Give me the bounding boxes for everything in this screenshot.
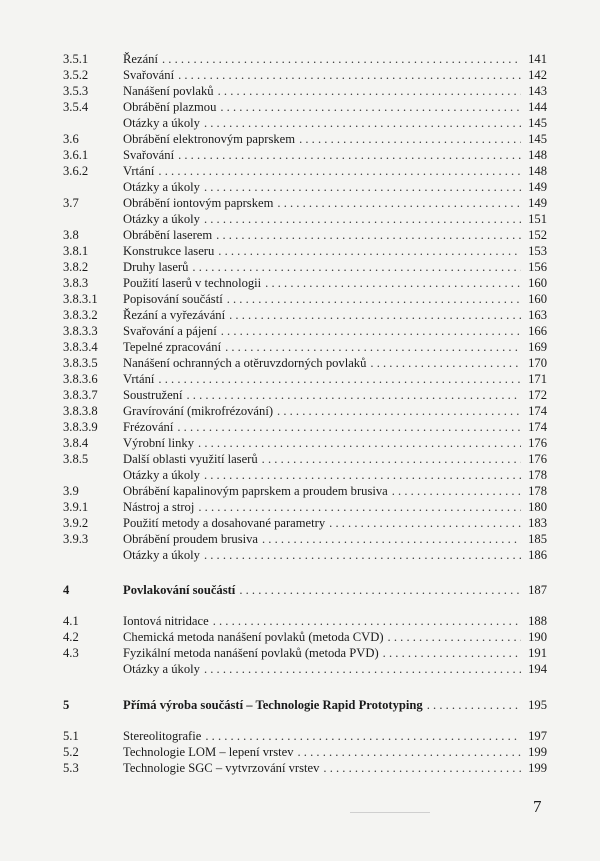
dot-leader — [329, 515, 521, 531]
toc-entry-number: 4.3 — [63, 646, 79, 660]
toc-entry-page: 142 — [528, 68, 547, 82]
dot-leader — [265, 275, 521, 291]
toc-entry — [63, 227, 547, 243]
dot-leader — [220, 99, 521, 115]
toc-entry-page: 190 — [528, 630, 547, 644]
dot-leader — [192, 259, 521, 275]
toc-entry-title: Tepelné zpracování — [123, 340, 222, 354]
toc-entry-number: 3.9.2 — [63, 516, 89, 530]
toc-entry-number: 5.3 — [63, 761, 79, 775]
toc-entry-page: 148 — [528, 148, 547, 162]
dot-leader — [216, 227, 521, 243]
toc-entry-page: 199 — [528, 745, 547, 759]
toc-entry-page: 178 — [528, 484, 547, 498]
toc-entry-number: 3.8.3.2 — [63, 308, 98, 322]
toc-entry-title: Obrábění proudem brusiva — [123, 532, 258, 546]
dot-leader — [323, 760, 521, 776]
toc-entry-title: Řezání a vyřezávání — [123, 308, 226, 322]
toc-entry-number: 3.7 — [63, 196, 79, 210]
toc-entry-number: 3.5.3 — [63, 84, 89, 98]
toc-entry-title: Řezání — [123, 52, 158, 66]
toc-entry-number: 3.8.5 — [63, 452, 89, 466]
toc-chapter-entry — [63, 582, 547, 598]
toc-entry — [63, 531, 547, 547]
toc-entry-number: 5 — [63, 698, 70, 712]
dot-leader — [218, 83, 521, 99]
dot-leader — [218, 243, 521, 259]
toc-entry — [63, 645, 547, 661]
dot-leader — [205, 728, 521, 744]
toc-entry-page: 171 — [528, 372, 547, 386]
dot-leader — [229, 307, 521, 323]
toc-entry-page: 178 — [528, 468, 547, 482]
dot-leader — [204, 211, 521, 227]
toc-entry — [63, 499, 547, 515]
toc-entry-title: Druhy laserů — [123, 260, 189, 274]
toc-entry-title: Povlakování součástí — [123, 583, 236, 597]
toc-entry-title: Obrábění plazmou — [123, 100, 217, 114]
toc-entry-page: 176 — [528, 436, 547, 450]
toc-entry-page: 160 — [528, 276, 547, 290]
toc-entry-title: Svařování a pájení — [123, 324, 217, 338]
dot-leader — [177, 419, 521, 435]
toc-entry-title: Iontová nitridace — [123, 614, 209, 628]
toc-entry-title: Technologie SGC – vytvrzování vrstev — [123, 761, 320, 775]
toc-entry-title: Otázky a úkoly — [123, 548, 200, 562]
toc-entry — [63, 67, 547, 83]
toc-entry-page: 186 — [528, 548, 547, 562]
scan-artifact-line — [350, 812, 430, 813]
toc-entry-number: 3.9 — [63, 484, 79, 498]
toc-entry-number: 4.2 — [63, 630, 79, 644]
toc-entry-number: 3.8.3 — [63, 276, 89, 290]
toc-entry — [63, 467, 547, 483]
toc-entry-page: 199 — [528, 761, 547, 775]
toc-entry-title: Fyzikální metoda nanášení povlaků (metoda PVD) — [123, 646, 379, 660]
toc-entry-number: 3.8.2 — [63, 260, 89, 274]
toc-entry — [63, 403, 547, 419]
toc-entry-title: Stereolitografie — [123, 729, 202, 743]
toc-entry-title: Otázky a úkoly — [123, 212, 200, 226]
toc-entry-page: 195 — [528, 698, 547, 712]
toc-entry — [63, 760, 547, 776]
dot-leader — [204, 467, 521, 483]
toc-entry-title: Výrobní linky — [123, 436, 195, 450]
toc-entry-number: 5.1 — [63, 729, 79, 743]
toc-entry-page: 176 — [528, 452, 547, 466]
toc-entry-number: 3.5.4 — [63, 100, 89, 114]
toc-entry — [63, 547, 547, 563]
toc-entry — [63, 387, 547, 403]
toc-entry-title: Gravírování (mikrofrézování) — [123, 404, 274, 418]
dot-leader — [158, 163, 521, 179]
toc-entry — [63, 728, 547, 744]
toc-entry-number: 3.6.1 — [63, 148, 89, 162]
toc-entry-number: 3.9.3 — [63, 532, 89, 546]
dot-leader — [388, 629, 521, 645]
toc-entry-title: Otázky a úkoly — [123, 662, 200, 676]
toc-entry-number: 3.9.1 — [63, 500, 89, 514]
toc-entry-number: 3.8.3.8 — [63, 404, 98, 418]
toc-entry — [63, 371, 547, 387]
toc-entry — [63, 355, 547, 371]
toc-entry — [63, 613, 547, 629]
dot-leader — [178, 67, 521, 83]
dot-leader — [370, 355, 521, 371]
dot-leader — [298, 744, 522, 760]
toc-entry-title: Svařování — [123, 148, 175, 162]
dot-leader — [204, 179, 521, 195]
toc-entry-title: Konstrukce laseru — [123, 244, 215, 258]
toc-entry-title: Nanášení povlaků — [123, 84, 214, 98]
toc-entry-page: 144 — [528, 100, 547, 114]
dot-leader — [204, 661, 521, 677]
dot-leader — [225, 339, 521, 355]
toc-entry — [63, 323, 547, 339]
toc-entry-page: 141 — [528, 52, 547, 66]
dot-leader — [383, 645, 521, 661]
dot-leader — [299, 131, 521, 147]
toc-entry-title: Otázky a úkoly — [123, 180, 200, 194]
toc-entry-title: Frézování — [123, 420, 174, 434]
toc-entry-number: 3.5.1 — [63, 52, 89, 66]
dot-leader — [239, 582, 521, 598]
toc-entry-page: 166 — [528, 324, 547, 338]
dot-leader — [198, 435, 521, 451]
toc-entry-page: 194 — [528, 662, 547, 676]
toc-entry-number: 4.1 — [63, 614, 79, 628]
toc-entry-page: 174 — [528, 420, 547, 434]
toc-entry-page: 152 — [528, 228, 547, 242]
dot-leader — [221, 323, 521, 339]
dot-leader — [227, 291, 521, 307]
toc-entry-number: 3.8.3.7 — [63, 388, 98, 402]
toc-entry — [63, 291, 547, 307]
toc-entry-title: Otázky a úkoly — [123, 116, 200, 130]
dot-leader — [158, 371, 521, 387]
toc-entry — [63, 435, 547, 451]
toc-entry-title: Obrábění kapalinovým paprskem a proudem brusiva — [123, 484, 388, 498]
toc-entry-number: 3.5.2 — [63, 68, 89, 82]
dot-leader — [198, 499, 521, 515]
toc-entry-page: 169 — [528, 340, 547, 354]
toc-entry — [63, 515, 547, 531]
toc-entry-page: 191 — [528, 646, 547, 660]
toc-entry — [63, 661, 547, 677]
toc-entry-title: Obrábění iontovým paprskem — [123, 196, 274, 210]
toc-entry-page: 153 — [528, 244, 547, 258]
toc-entry — [63, 419, 547, 435]
toc-entry-number: 3.8.4 — [63, 436, 89, 450]
dot-leader — [204, 547, 521, 563]
toc-entry-page: 145 — [528, 132, 547, 146]
toc-entry-page: 174 — [528, 404, 547, 418]
toc-entry-page: 143 — [528, 84, 547, 98]
toc-entry-page: 188 — [528, 614, 547, 628]
toc-entry-number: 3.6 — [63, 132, 79, 146]
toc-entry-number: 3.6.2 — [63, 164, 89, 178]
toc-entry-title: Technologie LOM – lepení vrstev — [123, 745, 294, 759]
toc-entry — [63, 744, 547, 760]
toc-entry-page: 172 — [528, 388, 547, 402]
toc-entry-title: Vrtání — [123, 164, 155, 178]
toc-entry-number: 3.8.3.4 — [63, 340, 98, 354]
dot-leader — [262, 451, 521, 467]
toc-entry — [63, 211, 547, 227]
dot-leader — [178, 147, 521, 163]
toc-entry-title: Nástroj a stroj — [123, 500, 195, 514]
toc-entry — [63, 259, 547, 275]
dot-leader — [427, 697, 521, 713]
toc-entry — [63, 451, 547, 467]
toc-entry-title: Použití laserů v technologii — [123, 276, 262, 290]
toc-entry-title: Otázky a úkoly — [123, 468, 200, 482]
toc-entry-number: 3.8 — [63, 228, 79, 242]
toc-entry-title: Popisování součástí — [123, 292, 223, 306]
toc-entry-page: 156 — [528, 260, 547, 274]
toc-entry-page: 170 — [528, 356, 547, 370]
toc-entry-title: Obrábění laserem — [123, 228, 213, 242]
page-number: 7 — [533, 797, 542, 816]
toc-entry-page: 180 — [528, 500, 547, 514]
toc-entry-number: 3.8.3.9 — [63, 420, 98, 434]
toc-entry-number: 3.8.3.1 — [63, 292, 98, 306]
toc-entry — [63, 307, 547, 323]
toc-entry-title: Obrábění elektronovým paprskem — [123, 132, 296, 146]
toc-entry — [63, 195, 547, 211]
toc-entry — [63, 83, 547, 99]
toc-chapter-entry — [63, 697, 547, 713]
toc-entry — [63, 275, 547, 291]
toc-entry-page: 163 — [528, 308, 547, 322]
toc-entry — [63, 163, 547, 179]
toc-entry-title: Vrtání — [123, 372, 155, 386]
toc-entry-number: 3.8.1 — [63, 244, 89, 258]
dot-leader — [213, 613, 521, 629]
toc-entry-title: Přímá výroba součástí – Technologie Rapid Prototyping — [123, 698, 423, 712]
toc-entry-number: 5.2 — [63, 745, 79, 759]
dot-leader — [277, 403, 521, 419]
toc-entry-page: 149 — [528, 196, 547, 210]
toc-entry-page: 149 — [528, 180, 547, 194]
toc-entry — [63, 629, 547, 645]
dot-leader — [204, 115, 521, 131]
toc-entry — [63, 243, 547, 259]
toc-entry-page: 151 — [528, 212, 547, 226]
toc-entry-page: 148 — [528, 164, 547, 178]
dot-leader — [392, 483, 521, 499]
toc-entry-page: 183 — [528, 516, 547, 530]
toc-entry-title: Soustružení — [123, 388, 183, 402]
toc-entry — [63, 115, 547, 131]
toc-entry-title: Nanášení ochranných a otěruvzdorných povlaků — [123, 356, 367, 370]
toc-entry — [63, 339, 547, 355]
toc-entry-title: Použití metody a dosahované parametry — [123, 516, 326, 530]
dot-leader — [186, 387, 521, 403]
dot-leader — [262, 531, 521, 547]
toc-entry — [63, 179, 547, 195]
toc-entry-title: Svařování — [123, 68, 175, 82]
toc-entry-page: 185 — [528, 532, 547, 546]
toc-entry-title: Další oblasti využití laserů — [123, 452, 258, 466]
toc-entry-number: 3.8.3.3 — [63, 324, 98, 338]
toc-entry — [63, 483, 547, 499]
toc-entry — [63, 131, 547, 147]
toc-entry-page: 197 — [528, 729, 547, 743]
toc-entry-title: Chemická metoda nanášení povlaků (metoda CVD) — [123, 630, 384, 644]
toc-entry — [63, 99, 547, 115]
toc-entry-number: 3.8.3.6 — [63, 372, 98, 386]
dot-leader — [277, 195, 521, 211]
toc-entry-page: 145 — [528, 116, 547, 130]
toc-entry-number: 3.8.3.5 — [63, 356, 98, 370]
dot-leader — [162, 51, 521, 67]
toc-entry — [63, 147, 547, 163]
toc-entry-page: 187 — [528, 583, 547, 597]
toc-entry — [63, 51, 547, 67]
toc-entry-page: 160 — [528, 292, 547, 306]
toc-entry-number: 4 — [63, 583, 70, 597]
